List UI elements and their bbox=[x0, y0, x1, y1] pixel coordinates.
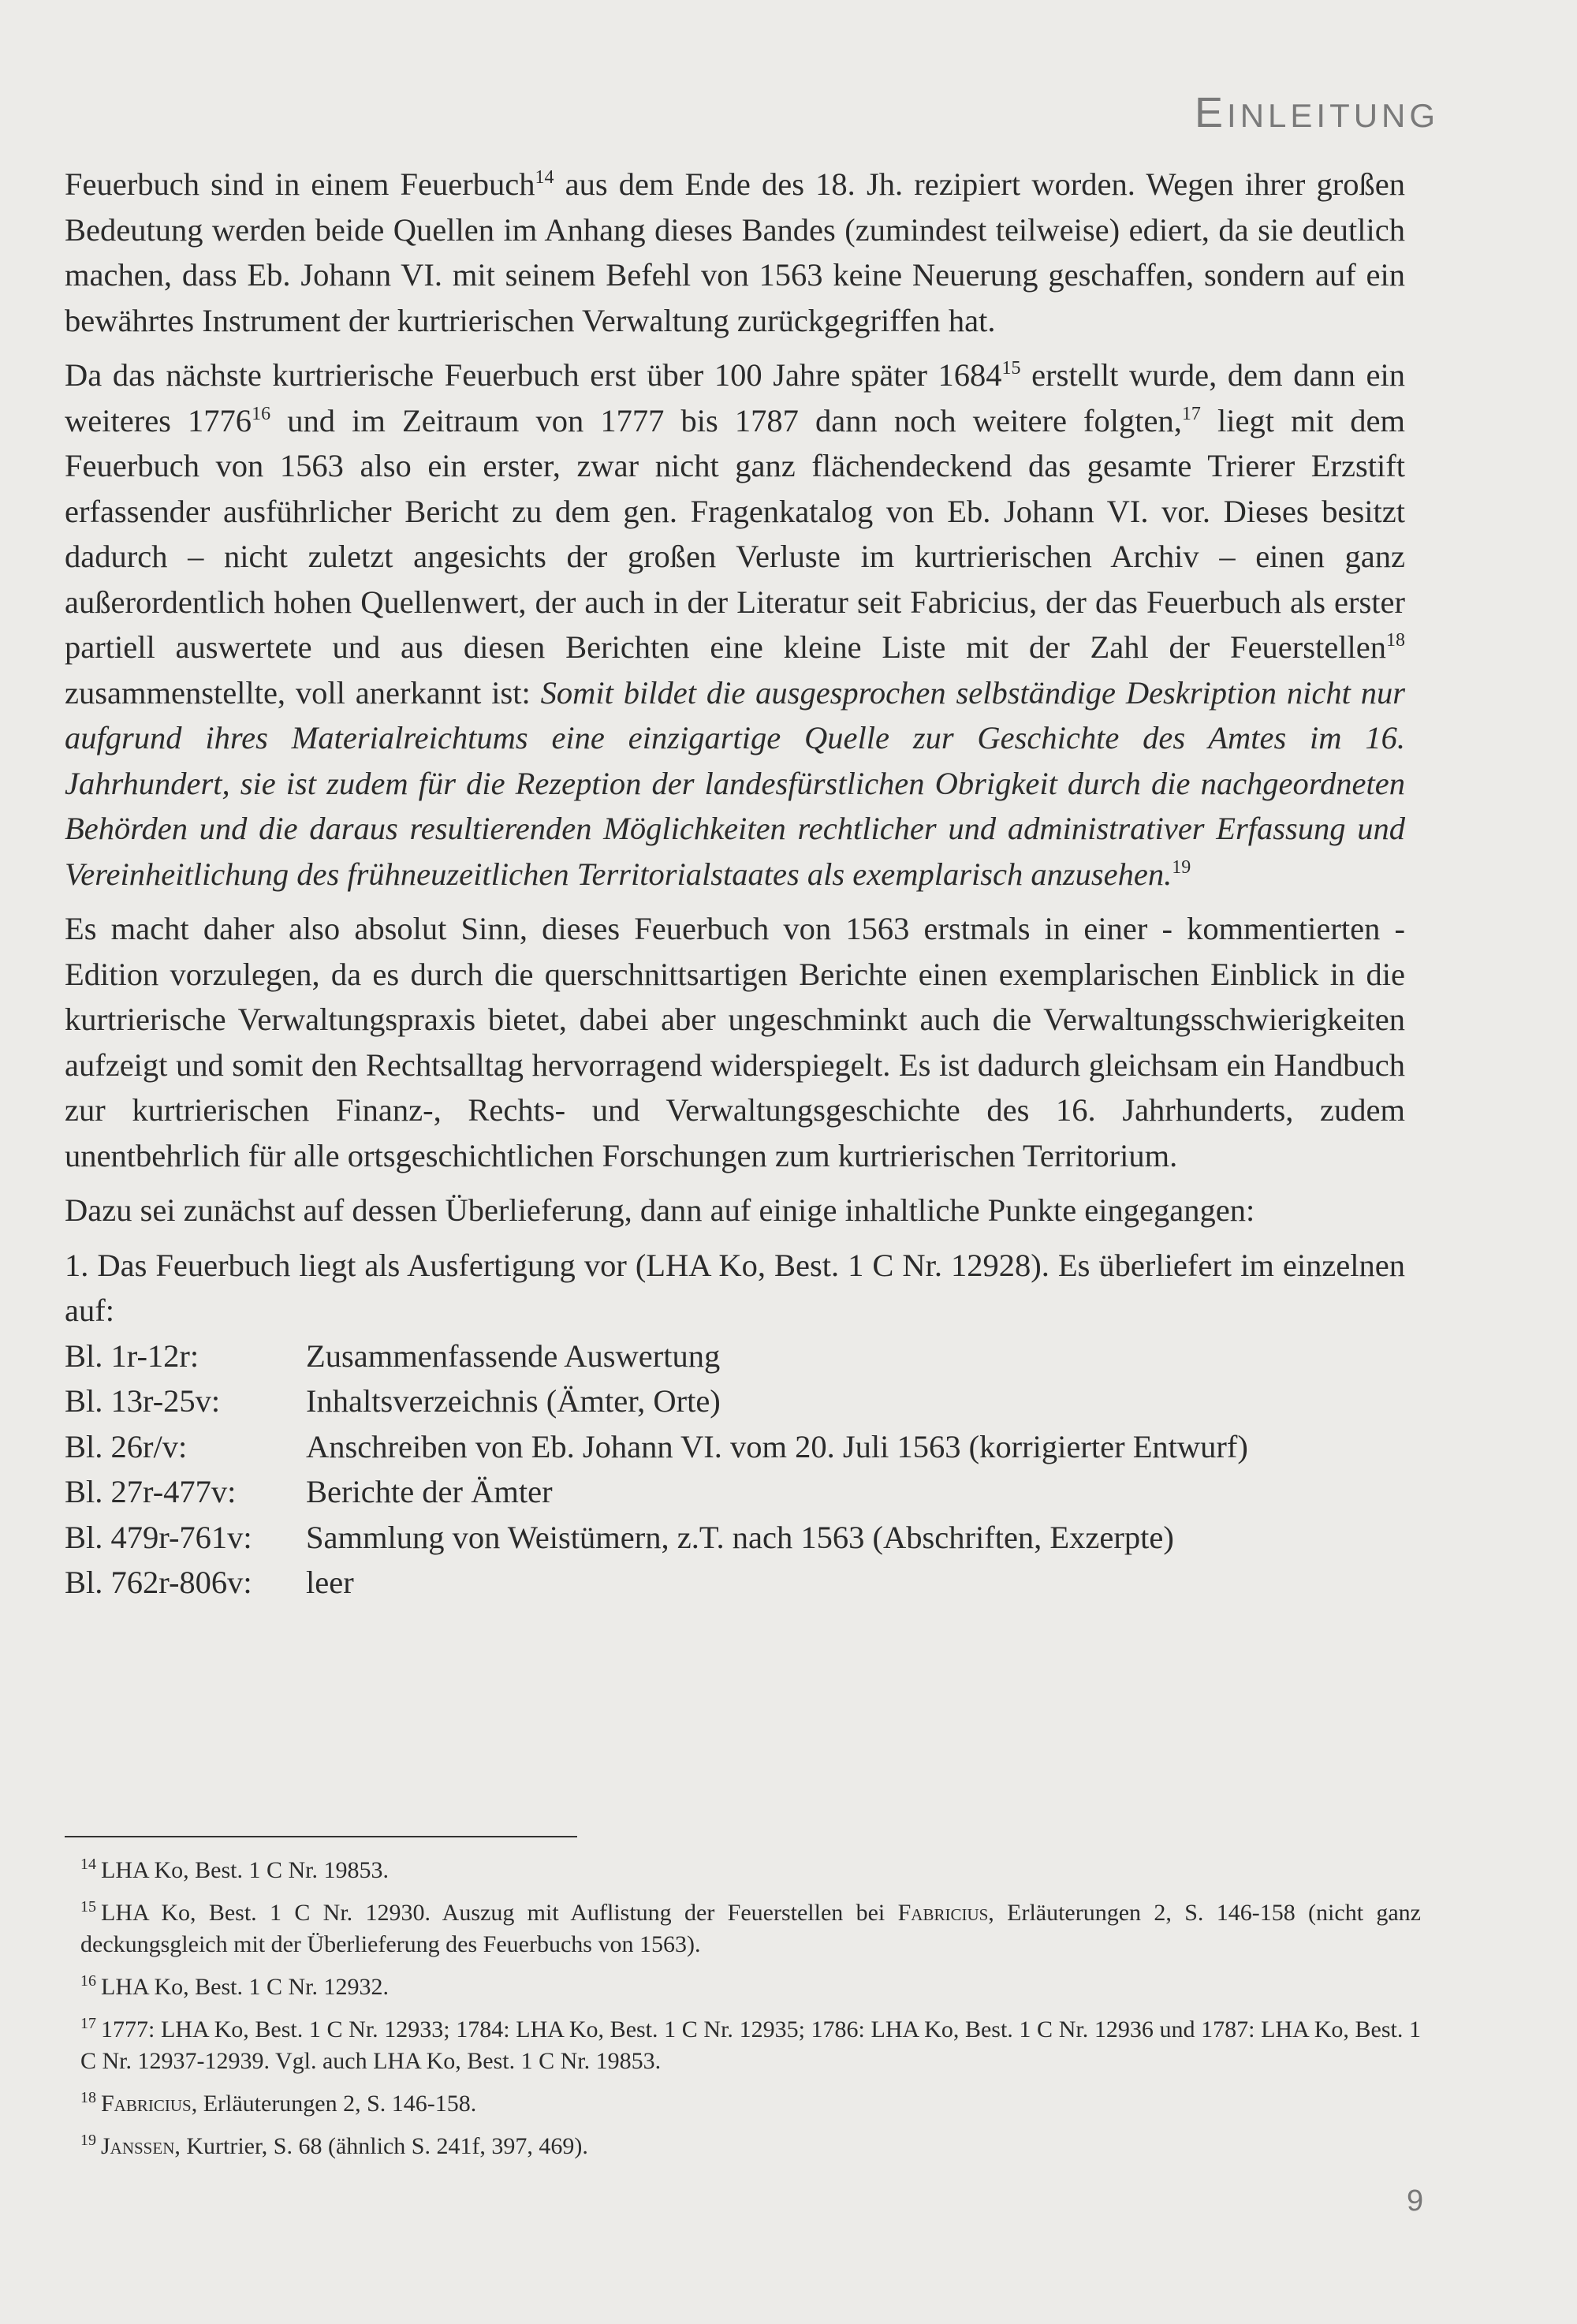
list-item bbox=[65, 1334, 1405, 1379]
author-name: Fabricius bbox=[897, 1900, 989, 1926]
list-item bbox=[65, 1424, 1405, 1470]
paragraph-2 bbox=[65, 353, 1405, 897]
author-name: Janssen bbox=[101, 2133, 175, 2159]
list-item bbox=[65, 1515, 1405, 1561]
text-run: erstellt wurde, dem dann ein weiteres 1776 bbox=[65, 357, 1405, 438]
footnote-15 bbox=[80, 1897, 1421, 1960]
folio-description: Anschreiben von Eb. Johann VI. vom 20. Juli 1563 (korrigierter Entwurf) bbox=[306, 1428, 1248, 1464]
footnote-text: , Erläuterungen 2, S. 146-158 (nicht ganz deckungsgleich mit der Überlieferung des Feuerbuchs von 1563). bbox=[80, 1900, 1421, 1957]
footnote-ref-18: 18 bbox=[1386, 630, 1405, 651]
footnote-number: 18 bbox=[80, 2089, 96, 2106]
author-name: Fabricius bbox=[101, 2091, 192, 2117]
folio-range: Bl. 479r-761v: bbox=[65, 1519, 252, 1555]
footnote-14 bbox=[80, 1855, 1421, 1886]
text-run: zusammenstellte, voll anerkannt ist: bbox=[65, 674, 541, 711]
text-run: Da das nächste kurtrierische Feuerbuch erst über 100 Jahre später 1684 bbox=[65, 357, 1002, 393]
folio-range: Bl. 1r-12r: bbox=[65, 1337, 199, 1374]
folio-range: Bl. 13r-25v: bbox=[65, 1383, 221, 1419]
footnote-19 bbox=[80, 2131, 1421, 2162]
paragraph-5: 1. Das Feuerbuch liegt als Ausfertigung vor (LHA Ko, Best. 1 C Nr. 12928). Es überliefert im einzelnen auf: bbox=[65, 1247, 1405, 1328]
footnotes bbox=[80, 1855, 1421, 2173]
paragraph-1 bbox=[65, 162, 1405, 343]
page-number: 9 bbox=[1407, 2184, 1424, 2218]
main-text bbox=[65, 162, 1405, 1606]
folio-range: Bl. 762r-806v: bbox=[65, 1565, 252, 1600]
folio-description: Inhaltsverzeichnis (Ämter, Orte) bbox=[306, 1383, 721, 1419]
folio-description: Berichte der Ämter bbox=[306, 1474, 553, 1509]
footnote-number: 19 bbox=[80, 2132, 96, 2149]
text-run: liegt mit dem Feuerbuch von 1563 also ein erster, zwar nicht ganz flächendeckend das gesamte Trierer Erzstift erfassender ausführlicher Bericht zu dem gen. Fragenkatalog von Eb. Johann VI. vor. Dieses besitzt dadurch – nicht zuletzt angesichts der großen Verluste im kurtrierischen Archiv – einen ganz außerordentlich hohen Quellenwert, der auch in der Literatur seit Fabricius, der das Feuerbuch als erster partiell auswertete und aus diesen Berichten eine kleine Liste mit der Zahl der Feuerstellen bbox=[65, 402, 1405, 665]
folio-description: Zusammenfassende Auswertung bbox=[306, 1337, 721, 1374]
text-run: aus dem Ende des 18. Jh. rezipiert worden. Wegen ihrer großen Bedeutung werden beide Quellen im Anhang dieses Bandes (zumindest teilweise) ediert, da sie deutlich machen, dass Eb. Johann VI. mit seinem Befehl von 1563 keine Neuerung geschaffen, sondern auf ein bewährtes Instrument der kurtrierischen Verwaltung zurückgegriffen hat. bbox=[65, 166, 1405, 338]
running-header bbox=[1195, 88, 1439, 137]
footnote-ref-19: 19 bbox=[1172, 856, 1191, 878]
folio-description: leer bbox=[306, 1565, 354, 1600]
footnote-number: 15 bbox=[80, 1898, 96, 1916]
footnote-18 bbox=[80, 2088, 1421, 2120]
header-initial: E bbox=[1195, 89, 1228, 136]
footnote-number: 17 bbox=[80, 2015, 96, 2032]
paragraph-4: Dazu sei zunächst auf dessen Überlieferung, dann auf einige inhaltliche Punkte eingegangen: bbox=[65, 1192, 1255, 1228]
footnote-text: LHA Ko, Best. 1 C Nr. 12932. bbox=[101, 1974, 390, 2000]
header-rest: INLEITUNG bbox=[1227, 97, 1440, 134]
footnote-16 bbox=[80, 1971, 1421, 2003]
footnote-number: 16 bbox=[80, 1972, 96, 1990]
text-run: und im Zeitraum von 1777 bis 1787 dann noch weitere folgten, bbox=[270, 402, 1182, 438]
folio-range: Bl. 26r/v: bbox=[65, 1428, 188, 1464]
folio-contents-list bbox=[65, 1334, 1405, 1606]
footnote-text: , Erläuterungen 2, S. 146-158. bbox=[191, 2091, 477, 2117]
footnote-separator bbox=[65, 1836, 577, 1837]
folio-description: Sammlung von Weistümern, z.T. nach 1563 (Abschriften, Exzerpte) bbox=[306, 1519, 1174, 1555]
text-run: Feuerbuch sind in einem Feuerbuch bbox=[65, 166, 535, 202]
list-item bbox=[65, 1560, 1405, 1606]
footnote-text: LHA Ko, Best. 1 C Nr. 19853. bbox=[101, 1857, 390, 1883]
footnote-ref-17: 17 bbox=[1181, 403, 1201, 424]
quotation: Somit bildet die ausgesprochen selbständige Deskription nicht nur aufgrund ihres Materialreichtums eine einzigartige Quelle zur Geschichte des Amtes im 16. Jahrhundert, sie ist zudem für die Rezeption der landesfürstlichen Obrigkeit durch die nachgeordneten Behörden und die daraus resultierenden Möglichkeiten rechtlicher und administrativer Erfassung und Vereinheitlichung des frühneuzeitlichen Territorialstaates als exemplarisch anzusehen. bbox=[65, 674, 1406, 892]
footnote-ref-14: 14 bbox=[535, 167, 554, 188]
paragraph-3: Es macht daher also absolut Sinn, dieses Feuerbuch von 1563 erstmals in einer - kommentierten - Edition vorzulegen, da es durch die querschnittsartigen Berichte einen exemplarischen Einblick in die kurtrierische Verwaltungspraxis bietet, dabei aber ungeschminkt auch die Verwaltungsschwierigkeiten aufzeigt und somit den Rechtsalltag hervorragend widerspiegelt. Es ist dadurch gleichsam ein Handbuch zur kurtrierischen Finanz-, Rechts- und Verwaltungsgeschichte des 16. Jahrhunderts, zudem unentbehrlich für alle ortsgeschichtlichen Forschungen zum kurtrierischen Territorium. bbox=[65, 911, 1405, 1173]
footnote-number: 14 bbox=[80, 1856, 96, 1873]
footnote-ref-16: 16 bbox=[252, 403, 271, 424]
footnote-17 bbox=[80, 2014, 1421, 2077]
list-item bbox=[65, 1469, 1405, 1515]
footnote-text: , Kurtrier, S. 68 (ähnlich S. 241f, 397, 469). bbox=[174, 2133, 588, 2159]
footnote-ref-15: 15 bbox=[1001, 358, 1021, 379]
list-item bbox=[65, 1378, 1405, 1424]
footnote-text: LHA Ko, Best. 1 C Nr. 12930. Auszug mit Auflistung der Feuerstellen bei bbox=[101, 1900, 898, 1926]
footnote-text: 1777: LHA Ko, Best. 1 C Nr. 12933; 1784: LHA Ko, Best. 1 C Nr. 12935; 1786: LHA Ko, Best. 1 C Nr. 12936 und 1787: LHA Ko, Best. 1 C Nr. 12937-12939. Vgl. auch LHA Ko, Best. 1 C Nr. 19853. bbox=[80, 2016, 1421, 2074]
folio-range: Bl. 27r-477v: bbox=[65, 1474, 237, 1509]
